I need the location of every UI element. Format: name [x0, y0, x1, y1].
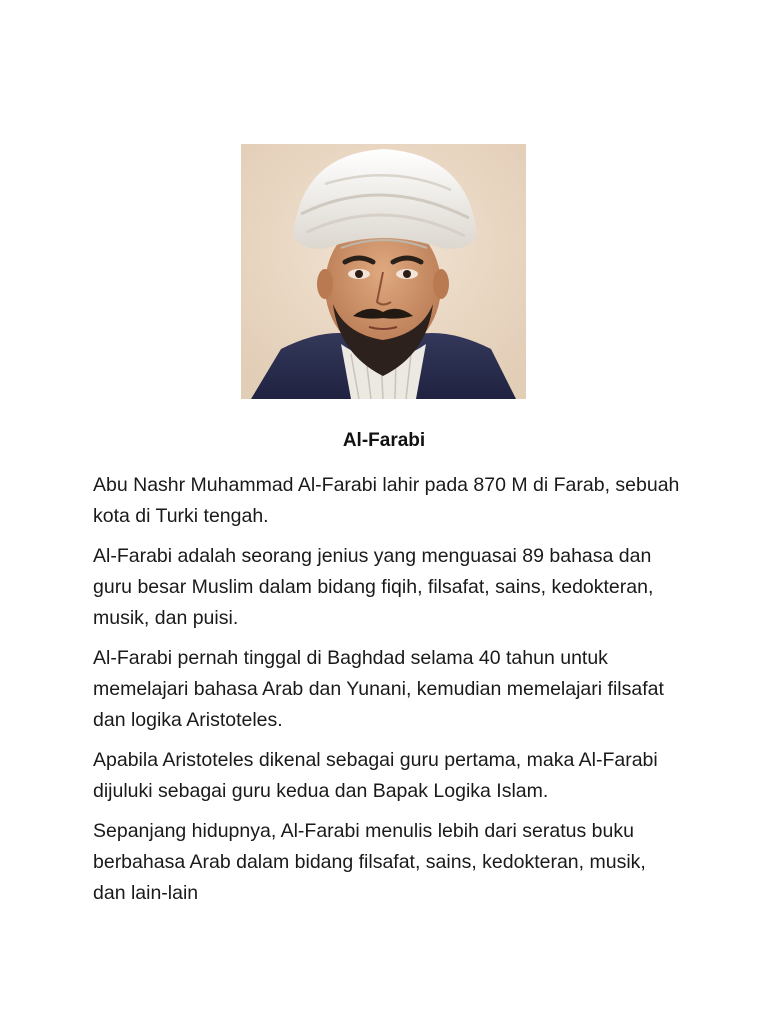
- paragraph-birth: Abu Nashr Muhammad Al-Farabi lahir pada 870 M di Farab, sebuah kota di Turki tengah.: [93, 474, 680, 527]
- portrait-image: [241, 144, 526, 399]
- paragraph-baghdad: Al-Farabi pernah tinggal di Baghdad selama 40 tahun untuk memelajari bahasa Arab dan Yunani, kemudian memelajari filsafat dan logika Aristoteles.: [93, 647, 664, 731]
- portrait-illustration: [241, 144, 526, 399]
- paragraph-genius: Al-Farabi adalah seorang jenius yang menguasai 89 bahasa dan guru besar Muslim dalam bidang fiqih, filsafat, sains, kedokteran, musik, dan puisi.: [93, 545, 654, 629]
- paragraph-second-teacher: Apabila Aristoteles dikenal sebagai guru pertama, maka Al-Farabi dijuluki sebagai guru kedua dan Bapak Logika Islam.: [93, 749, 658, 802]
- paragraph-books: Sepanjang hidupnya, Al-Farabi menulis lebih dari seratus buku berbahasa Arab dalam bidang filsafat, sains, kedokteran, musik, dan lain-lain: [93, 820, 646, 904]
- document-title: Al-Farabi: [342, 430, 426, 451]
- document-body: [93, 470, 683, 918]
